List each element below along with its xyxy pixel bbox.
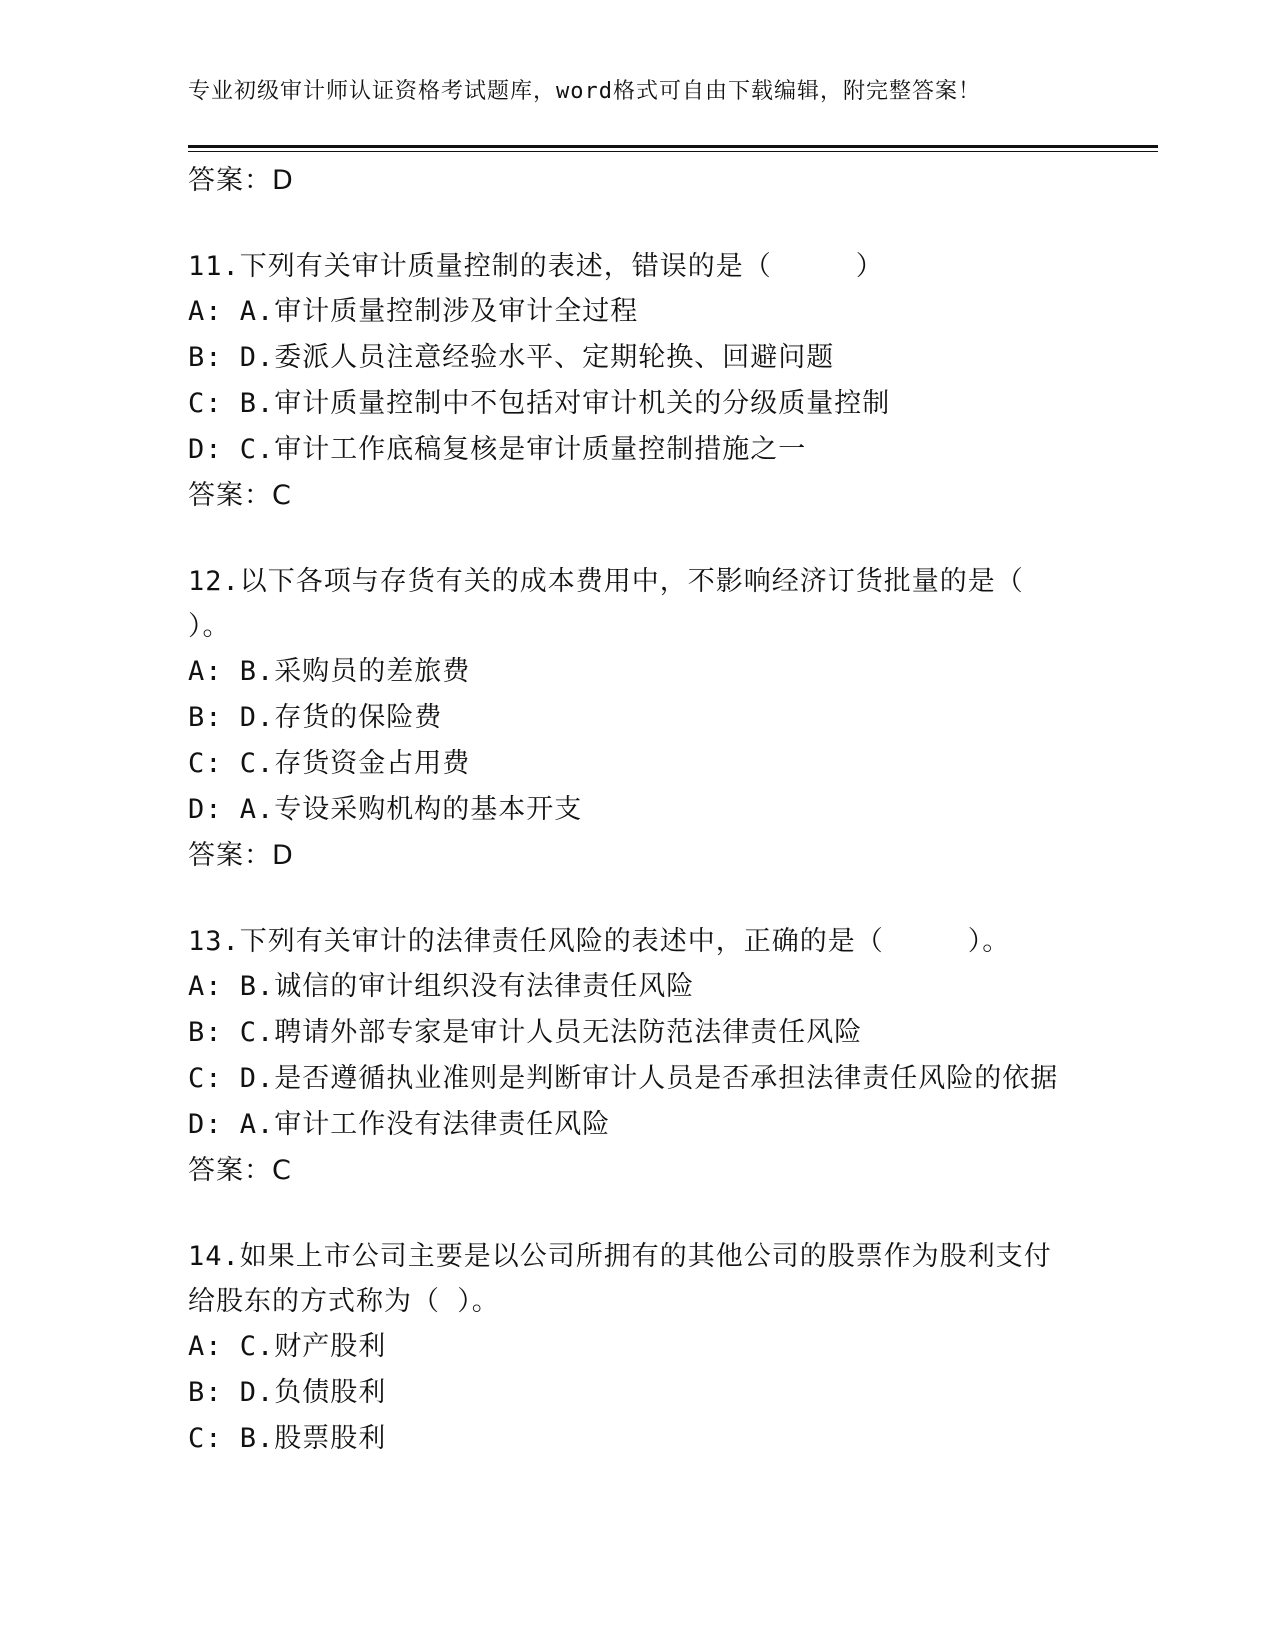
option-c: C: B.审计质量控制中不包括对审计机关的分级质量控制 bbox=[188, 388, 891, 419]
page-header: 专业初级审计师认证资格考试题库，word格式可自由下载编辑，附完整答案！ bbox=[188, 79, 981, 104]
option-a: A: B.采购员的差旅费 bbox=[188, 656, 471, 687]
document-body bbox=[188, 158, 1088, 1462]
option-a: A: B.诚信的审计组织没有法律责任风险 bbox=[188, 971, 695, 1002]
answer-line: 答案：D bbox=[188, 165, 294, 196]
question-text: 13.下列有关审计的法律责任风险的表述中，正确的是（ ）。 bbox=[188, 926, 1011, 957]
question-block bbox=[188, 559, 1088, 879]
answer-line: 答案：C bbox=[188, 480, 292, 511]
option-c: C: B.股票股利 bbox=[188, 1423, 387, 1454]
header-rule-thin bbox=[188, 151, 1158, 152]
question-block bbox=[188, 919, 1088, 1194]
answer-line: 答案：D bbox=[188, 840, 294, 871]
question-text-continued: ）。 bbox=[188, 611, 231, 642]
question-text-continued: 给股东的方式称为（ ）。 bbox=[188, 1286, 500, 1317]
option-c: C: D.是否遵循执业准则是判断审计人员是否承担法律责任风险的依据 bbox=[188, 1063, 1059, 1094]
option-c: C: C.存货资金占用费 bbox=[188, 748, 471, 779]
option-b: B: C.聘请外部专家是审计人员无法防范法律责任风险 bbox=[188, 1017, 863, 1048]
question-text: 14.如果上市公司主要是以公司所拥有的其他公司的股票作为股利支付 bbox=[188, 1241, 1052, 1272]
option-b: B: D.委派人员注意经验水平、定期轮换、回避问题 bbox=[188, 342, 835, 373]
option-d: D: A.专设采购机构的基本开支 bbox=[188, 794, 583, 825]
option-d: D: A.审计工作没有法律责任风险 bbox=[188, 1109, 611, 1140]
question-block bbox=[188, 244, 1088, 519]
answer-line: 答案：C bbox=[188, 1155, 292, 1186]
option-a: A: A.审计质量控制涉及审计全过程 bbox=[188, 296, 639, 327]
question-text: 11.下列有关审计质量控制的表述，错误的是（ ） bbox=[188, 251, 884, 282]
header-rule-thick bbox=[188, 145, 1158, 148]
option-b: B: D.存货的保险费 bbox=[188, 702, 443, 733]
option-b: B: D.负债股利 bbox=[188, 1377, 387, 1408]
question-block bbox=[188, 1234, 1088, 1462]
option-d: D: C.审计工作底稿复核是审计质量控制措施之一 bbox=[188, 434, 807, 465]
option-a: A: C.财产股利 bbox=[188, 1331, 387, 1362]
question-text: 12.以下各项与存货有关的成本费用中，不影响经济订货批量的是（ bbox=[188, 566, 1024, 597]
